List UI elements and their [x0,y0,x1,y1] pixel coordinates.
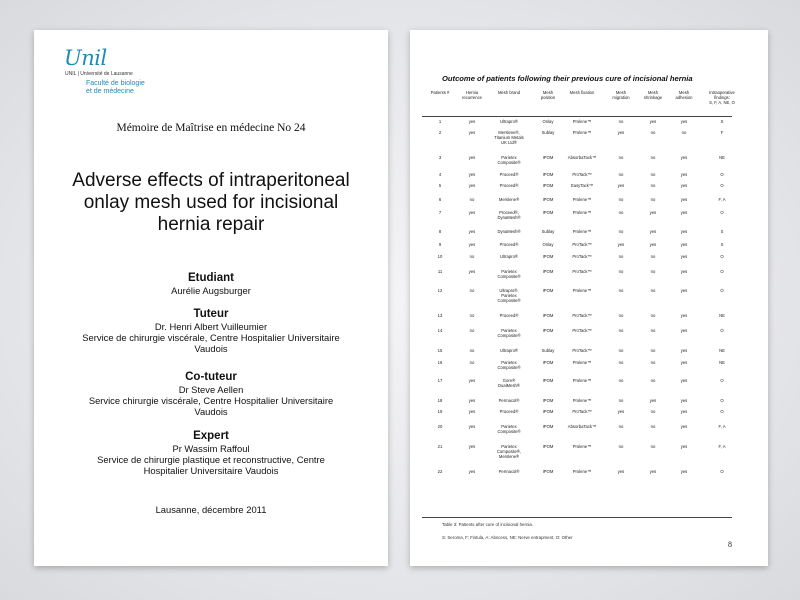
unil-logo [64,46,174,96]
table-cell: Proceed® [499,172,519,177]
expert-heading: Expert [193,430,229,442]
table-row [422,469,732,474]
table-cell: 13 [437,313,443,318]
table-cell: no [618,119,624,124]
table-cell: Sublay [541,229,555,234]
header-cell: Mesh fixation [569,90,595,95]
table-cell: 21 [437,444,443,449]
table-cell: yes [617,409,625,414]
table-cell: no [469,348,475,353]
table-cell: Proceed® [499,409,519,414]
table-row [422,328,732,338]
faculty-line-1: Faculté de biologie [86,80,145,87]
table-cell: yes [617,130,625,135]
table-cell: S [720,242,724,247]
table-cell: F, A [718,197,726,202]
table-cell: yes [680,155,688,160]
table-cell: AbsorbaTack™ [567,155,597,160]
logo-wordmark: Unil [64,46,107,70]
table-cell: O [720,288,724,293]
table-cell: no [618,378,624,383]
table-row [422,288,732,303]
table-cell: O [720,328,724,333]
table-cell: IPOM [542,155,554,160]
table-cell: ProTack™ [572,313,592,318]
table-cell: no [650,328,656,333]
table-row [422,172,732,177]
table-cell: 19 [437,409,443,414]
table-row [422,155,732,165]
table-cell: yes [468,469,476,474]
table-cell: 20 [437,424,443,429]
table-cell: no [618,398,624,403]
page-number: 8 [728,540,732,549]
table-legend: S: Seroma, F: Fistula, A: Abscess, NE: Nerve entrapment, O: Other [442,535,573,540]
table-cell: no [650,155,656,160]
cotuteur-heading: Co-tuteur [185,371,237,383]
table-cell: ProTack™ [572,328,592,333]
table-cell: ProTack™ [572,409,592,414]
table-cell: yes [680,398,688,403]
table-cell: O [720,269,724,274]
table-row [422,409,732,414]
table-cell: IPOM [542,269,554,274]
table-cell: yes [617,469,625,474]
table-cell: yes [680,444,688,449]
table-cell: Gore® DualMesh® [498,378,520,388]
table-cell: no [469,328,475,333]
table-cell: F, A [718,444,726,449]
table-row [422,197,732,202]
table-cell: no [469,254,475,259]
table-cell: O [720,183,724,188]
table-cell: yes [468,242,476,247]
memoire-heading: Mémoire de Maîtrise en médecine No 24 [116,122,306,134]
table-cell: yes [468,210,476,215]
table-row [422,348,732,353]
table-cell: no [650,197,656,202]
table-row [422,242,732,247]
table-cell: Prolene™ [572,360,592,365]
table-cell: yes [649,242,657,247]
table-cell: 1 [438,119,442,124]
table-cell: 16 [437,360,443,365]
table-cell: yes [649,469,657,474]
table-cell: Prolene™ [572,288,592,293]
table-cell: Parietex Composite® [497,155,521,165]
table-cell: IPOM [542,444,554,449]
table-cell: yes [468,409,476,414]
table-header [422,88,735,117]
table-row [422,378,732,388]
table-cell: 18 [437,398,443,403]
thesis-title-line-1: Adverse effects of intraperitoneal [72,170,350,191]
table-cell: O [720,409,724,414]
table-cell: Sublay [541,130,555,135]
expert-affiliation-1: Service de chirurgie plastique et reconstructive, Centre [97,454,325,465]
table-cell: yes [680,409,688,414]
table-caption: Table 3: Patients after cure of incisional hernia. [442,522,534,527]
tuteur-affiliation-1: Service de chirurgie viscérale, Centre Hospitalier Universitaire [82,332,340,343]
table-cell: IPOM [542,288,554,293]
table-cell: F [720,130,724,135]
table-cell: IPOM [542,424,554,429]
table-cell: Ultrapro® [500,348,518,353]
table-cell: yes [680,378,688,383]
table-cell: yes [468,444,476,449]
table-row [422,254,732,259]
table-cell: ProTack™ [572,172,592,177]
thesis-title-line-3: hernia repair [157,214,265,235]
table-cell: yes [680,172,688,177]
table-cell: 14 [437,328,443,333]
table-cell: no [618,424,624,429]
table-cell: Prolene™ [572,130,592,135]
table-cell: O [720,378,724,383]
table-cell: O [720,398,724,403]
table-cell: IPOM [542,398,554,403]
table-cell: Permacol® [498,398,520,403]
table-cell: NE [719,313,725,318]
table-cell: yes [649,229,657,234]
cover-page [34,30,388,566]
table-cell: yes [680,348,688,353]
header-cell: Mesh shrinkage [643,90,663,100]
table-cell: Parietex Composite® [497,360,521,370]
table-row [422,398,732,403]
logo-subtitle: UNIL | Université de Lausanne [65,71,133,77]
table-row [422,444,732,459]
table-cell: yes [468,155,476,160]
table-cell: no [618,444,624,449]
table-cell: no [618,288,624,293]
table-cell: Proceed® [499,313,519,318]
table-cell: yes [468,269,476,274]
table-cell: 5 [438,183,442,188]
header-cell: Hernia recurrence [461,90,483,100]
table-cell: no [650,378,656,383]
table-cell: yes [680,424,688,429]
table-cell: 12 [437,288,443,293]
table-cell: NE [719,348,725,353]
table-cell: yes [680,242,688,247]
table-cell: yes [680,288,688,293]
cotuteur-affiliation-1: Service chirurgie viscérale, Centre Hospitalier Universitaire [88,395,334,406]
table-cell: no [469,197,475,202]
table-cell: no [650,444,656,449]
table-cell: ProTack™ [572,242,592,247]
table-row [422,229,732,234]
table-cell: no [650,254,656,259]
expert-affiliation-2: Hospitalier Universitaire Vaudois [143,465,279,476]
table-page [410,30,768,566]
table-cell: yes [680,183,688,188]
table-cell: no [681,130,687,135]
header-cell: Intraoperative findings: S, F, A, NE, O [709,90,735,105]
table-cell: no [650,269,656,274]
table-cell: Ultrapro® [500,254,518,259]
table-cell: 11 [437,269,443,274]
tuteur-name: Dr. Henri Albert Vuilleumier [154,321,268,332]
thesis-title-line-2: onlay mesh used for incisional [83,192,339,213]
cotuteur-section [34,371,388,417]
table-cell: 8 [438,229,442,234]
table-cell: Parietex Composite®, Merslene® [496,444,522,459]
table-cell: yes [680,197,688,202]
table-cell: yes [649,398,657,403]
header-cell: Mesh migration [612,90,630,100]
tuteur-affiliation-2: Vaudois [194,343,228,354]
table-cell: Prolene™ [572,378,592,383]
table-cell: yes [468,424,476,429]
etudiant-section [34,272,388,296]
table-cell: 4 [438,172,442,177]
table-cell: yes [468,378,476,383]
table-row [422,130,732,145]
expert-name: Pr Wassim Raffoul [172,443,250,454]
table-cell: IPOM [542,469,554,474]
table-cell: no [650,409,656,414]
table-row [422,183,732,188]
tuteur-section [34,308,388,354]
expert-section [34,430,388,476]
table-cell: EasyTack™ [570,183,594,188]
table-cell: yes [468,183,476,188]
table-cell: ProTack™ [572,269,592,274]
table-cell: no [618,254,624,259]
table-cell: ProTack™ [572,254,592,259]
table-cell: 10 [437,254,443,259]
table-cell: IPOM [542,197,554,202]
table-cell: no [469,288,475,293]
table-cell: no [650,288,656,293]
cotuteur-name: Dr Steve Aellen [178,384,244,395]
table-cell: no [469,360,475,365]
table-cell: IPOM [542,210,554,215]
table-cell: no [618,210,624,215]
table-row [422,360,732,370]
table-cell: yes [617,183,625,188]
table-cell: Proceed® [499,183,519,188]
table-cell: no [618,360,624,365]
table-cell: 7 [438,210,442,215]
table-cell: no [618,328,624,333]
thesis-title [56,170,366,236]
header-cell: Patients # [430,90,450,95]
table-cell: IPOM [542,254,554,259]
table-cell: AbsorbaTack™ [567,424,597,429]
table-cell: yes [680,229,688,234]
table-cell: Prolene™ [572,119,592,124]
table-cell: IPOM [542,378,554,383]
table-cell: yes [468,119,476,124]
table-cell: yes [680,313,688,318]
table-cell: no [618,197,624,202]
table-cell: yes [468,130,476,135]
table-cell: yes [680,269,688,274]
table-cell: IPOM [542,409,554,414]
table-cell: 22 [437,469,443,474]
table-row [422,119,732,124]
table-cell: Merslene® [498,197,520,202]
table-row [422,424,732,434]
table-cell: yes [649,210,657,215]
table-cell: yes [680,469,688,474]
header-cell: Mesh brand [497,90,521,95]
table-cell: yes [617,242,625,247]
table-cell: Permacol® [498,469,520,474]
etudiant-heading: Etudiant [188,272,234,284]
table-cell: O [720,254,724,259]
table-cell: yes [680,119,688,124]
etudiant-name: Aurélie Augsburger [171,285,251,296]
table-cell: Merslene®, Titanium Metals UK Ltd® [494,130,524,145]
table-bottom-rule [422,517,732,518]
place-date: Lausanne, décembre 2011 [155,504,267,515]
table-cell: Onlay [542,119,554,124]
table-cell: O [720,469,724,474]
table-cell: IPOM [542,172,554,177]
table-cell: 15 [437,348,443,353]
table-cell: S [720,119,724,124]
table-cell: Sublay [541,348,555,353]
header-cell: Mesh adhesion [675,90,693,100]
tuteur-heading: Tuteur [193,308,229,320]
table-cell: yes [680,328,688,333]
table-row [422,313,732,318]
table-cell: S [720,229,724,234]
table-cell: Prolene™ [572,210,592,215]
table-cell: Onlay [542,242,554,247]
table-cell: O [720,210,724,215]
table-row [422,210,732,220]
table-cell: no [618,172,624,177]
table-cell: yes [468,172,476,177]
table-cell: yes [468,398,476,403]
table-cell: no [469,313,475,318]
table-cell: Prolene™ [572,469,592,474]
table-cell: NE [719,360,725,365]
table-cell: Proceed® [499,242,519,247]
table-cell: O [720,172,724,177]
table-cell: Prolene™ [572,398,592,403]
table-cell: no [650,172,656,177]
table-cell: no [650,183,656,188]
table-cell: no [618,348,624,353]
faculty-line-2: et de médecine [86,88,134,95]
table-cell: no [618,269,624,274]
table-cell: Prolene™ [572,444,592,449]
header-cell: Mesh position [540,90,556,100]
table-cell: no [618,313,624,318]
table-cell: yes [680,360,688,365]
table-cell: no [650,424,656,429]
table-cell: no [618,155,624,160]
cotuteur-affiliation-2: Vaudois [194,406,228,417]
table-cell: no [650,348,656,353]
table-cell: Parietex Composite® [497,269,521,279]
table-cell: Ultrapro®, Parietex Composite® [497,288,521,303]
table-cell: 2 [438,130,442,135]
table-cell: no [650,313,656,318]
table-cell: Proceed®, DynaMesh® [497,210,521,220]
table-cell: yes [680,254,688,259]
table-cell: Parietex Composite® [497,328,521,338]
table-cell: no [650,360,656,365]
table-cell: NE [719,155,725,160]
table-cell: yes [680,210,688,215]
faculty-name [86,80,145,96]
table-cell: no [650,130,656,135]
table-cell: 6 [438,197,442,202]
table-cell: F, A [718,424,726,429]
table-cell: IPOM [542,328,554,333]
table-cell: Prolene™ [572,197,592,202]
table-cell: yes [468,229,476,234]
table-cell: 9 [438,242,442,247]
table-cell: Prolene™ [572,229,592,234]
table-cell: 17 [437,378,443,383]
table-cell: no [618,229,624,234]
table-cell: DynaMesh® [497,229,521,234]
table-cell: 3 [438,155,442,160]
table-cell: IPOM [542,313,554,318]
table-cell: Parietex Composite® [497,424,521,434]
table-cell: Ultrapro® [500,119,518,124]
table-cell: ProTack™ [572,348,592,353]
table-title: Outcome of patients following their previous cure of incisional hernia [442,74,693,83]
table-cell: yes [649,119,657,124]
table-cell: IPOM [542,360,554,365]
table-row [422,269,732,279]
table-cell: IPOM [542,183,554,188]
